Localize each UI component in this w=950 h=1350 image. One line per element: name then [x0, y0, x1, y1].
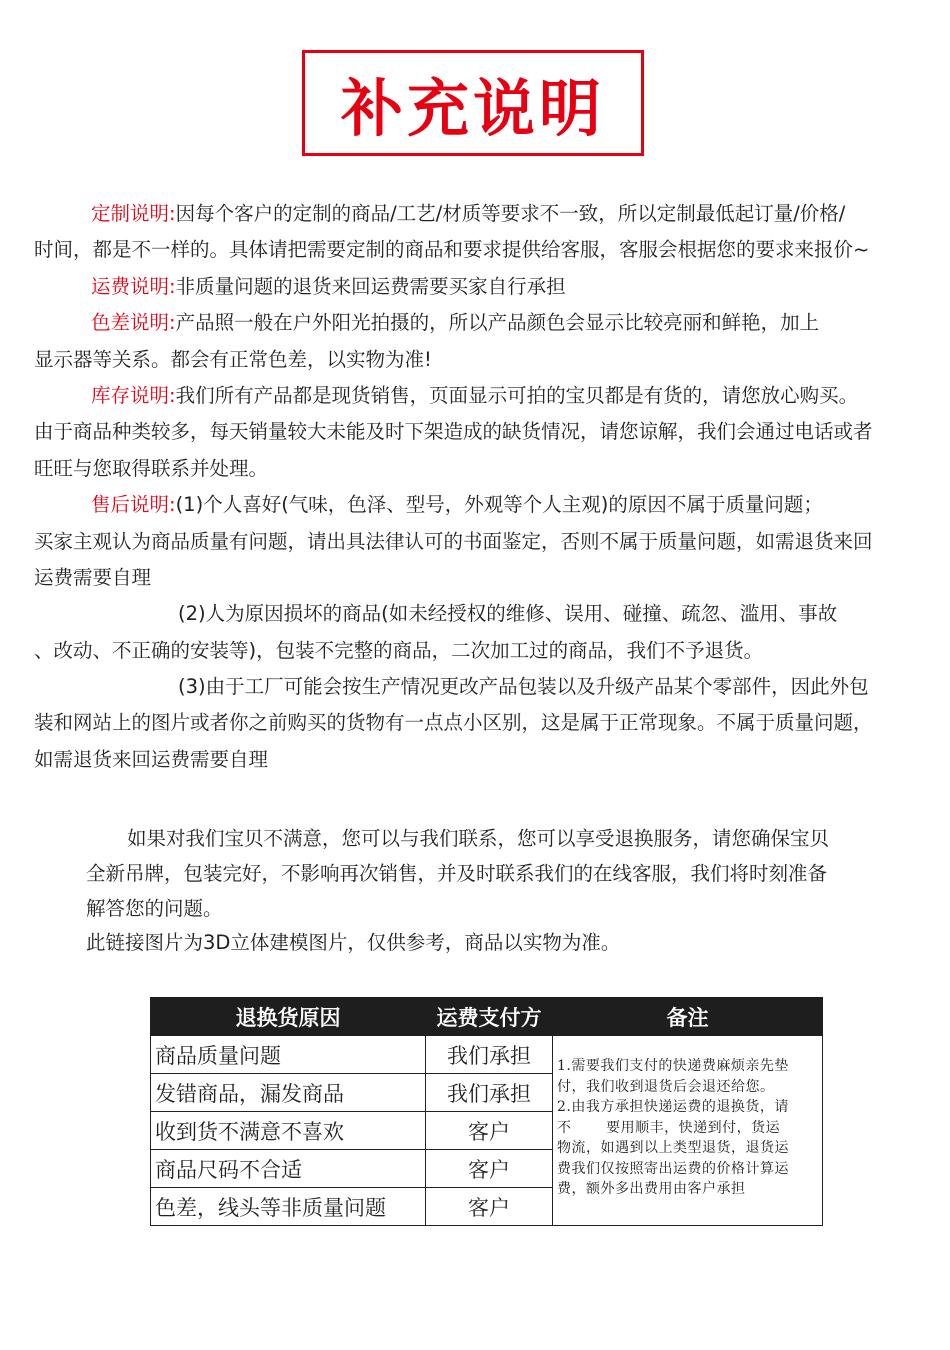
service-line: 解答您的问题。 — [86, 896, 223, 920]
note-label: 售后说明: — [91, 493, 176, 517]
note-custom-first — [34, 196, 944, 232]
header-reason: 退换货原因 — [151, 998, 426, 1036]
title-box — [302, 50, 644, 156]
remark-line: 2.由我方承担快递运费的退换货，请 — [557, 1099, 789, 1115]
note-text: 因每个客户的定制的商品/工艺/材质等要求不一致，所以定制最低起订量/价格/ — [175, 202, 846, 225]
cell-payer: 我们承担 — [426, 1074, 553, 1112]
note-stock-cont-1: 由于商品种类较多，每天销量较大未能及时下架造成的缺货情况，请您谅解，我们会通过电话或者 — [34, 420, 873, 444]
note-text: 产品照一般在户外阳光拍摄的，所以产品颜色会显示比较亮丽和鲜艳，加上 — [175, 311, 820, 335]
note-label: 定制说明: — [91, 202, 176, 225]
remark-line: 物流，如遇到以上类型退货，退货运 — [557, 1140, 789, 1156]
note-text: 非质量问题的退货来回运费需要买家自行承担 — [175, 274, 566, 298]
note-stock-first — [34, 378, 944, 414]
note-color-first — [34, 305, 944, 341]
remark-line: 付，我们收到退货后会退还给您。 — [557, 1078, 775, 1095]
note-label: 运费说明: — [91, 274, 176, 298]
note-aftersale-3-first: (3)由于工厂可能会按生产情况更改产品包装以及升级产品某个零部件，因此外包 — [178, 675, 869, 699]
service-line: 全新吊牌，包装完好，不影响再次销售，并及时联系我们的在线客服，我们将时刻准备 — [86, 861, 828, 885]
cell-reason: 收到货不满意不喜欢 — [151, 1112, 426, 1150]
note-text: (1)个人喜好(气味，色泽、型号，外观等个人主观)的原因不属于质量问题； — [175, 493, 823, 517]
note-stock-cont-2: 旺旺与您取得联系并处理。 — [34, 456, 269, 480]
note-label: 库存说明: — [91, 383, 176, 407]
table-row — [151, 1036, 823, 1074]
note-aftersale-cont-1: 买家主观认为商品质量有问题，请出具法律认可的书面鉴定，否则不属于质量问题，如需退货来回 — [34, 529, 873, 553]
header-payer: 运费支付方 — [426, 998, 553, 1036]
note-aftersale-3-cont-2: 如需退货来回运费需要自理 — [34, 747, 269, 771]
cell-reason: 商品尺码不合适 — [151, 1150, 426, 1188]
cell-reason: 色差，线头等非质量问题 — [151, 1188, 426, 1226]
cell-remark — [553, 1036, 823, 1226]
table-header-row — [151, 998, 823, 1036]
note-aftersale-2-cont: 、改动、不正确的安装等)，包装不完整的商品，二次加工过的商品，我们不予退货。 — [34, 638, 764, 662]
page-title: 补充说明 — [340, 71, 605, 145]
service-paragraph — [86, 822, 906, 961]
notes-section — [34, 196, 944, 778]
header-remark: 备注 — [553, 998, 823, 1036]
disclaimer-line: 此链接图片为3D立体建模图片，仅供参考，商品以实物为准。 — [86, 931, 621, 955]
note-color-cont: 显示器等关系。都会有正常色差，以实物为准! — [34, 347, 432, 371]
cell-payer: 客户 — [426, 1188, 553, 1226]
cell-payer: 客户 — [426, 1150, 553, 1188]
note-shipping-first — [34, 269, 944, 305]
cell-reason: 发错商品，漏发商品 — [151, 1074, 426, 1112]
return-policy-table — [150, 997, 823, 1226]
note-text: 我们所有产品都是现货销售，页面显示可拍的宝贝都是有货的，请您放心购买。 — [175, 383, 859, 407]
note-aftersale-cont-2: 运费需要自理 — [34, 565, 152, 589]
note-aftersale-2-first: (2)人为原因损坏的商品(如未经授权的维修、误用、碰撞、疏忽、滥用、事故 — [178, 602, 838, 626]
cell-payer: 客户 — [426, 1112, 553, 1150]
note-aftersale-3-cont-1: 装和网站上的图片或者你之前购买的货物有一点点小区别，这是属于正常现象。不属于质量问题， — [34, 711, 873, 735]
cell-reason: 商品质量问题 — [151, 1036, 426, 1074]
note-custom-cont: 时间，都是不一样的。具体请把需要定制的商品和要求提供给客服，客服会根据您的要求来报价~ — [34, 238, 870, 262]
note-label: 色差说明: — [91, 311, 176, 335]
remark-line: 费我们仅按照寄出运费的价格计算运 — [557, 1160, 789, 1177]
cell-payer: 我们承担 — [426, 1036, 553, 1074]
remark-line: 不 要用顺丰，快递到付，货运 — [557, 1119, 781, 1136]
service-line: 如果对我们宝贝不满意，您可以与我们联系，您可以享受退换服务，请您确保宝贝 — [127, 827, 830, 850]
remark-line: 费，额外多出费用由客户承担 — [557, 1181, 746, 1197]
remark-line: 1.需要我们支付的快递费麻烦亲先垫 — [557, 1058, 789, 1074]
note-aftersale-first — [34, 487, 944, 523]
